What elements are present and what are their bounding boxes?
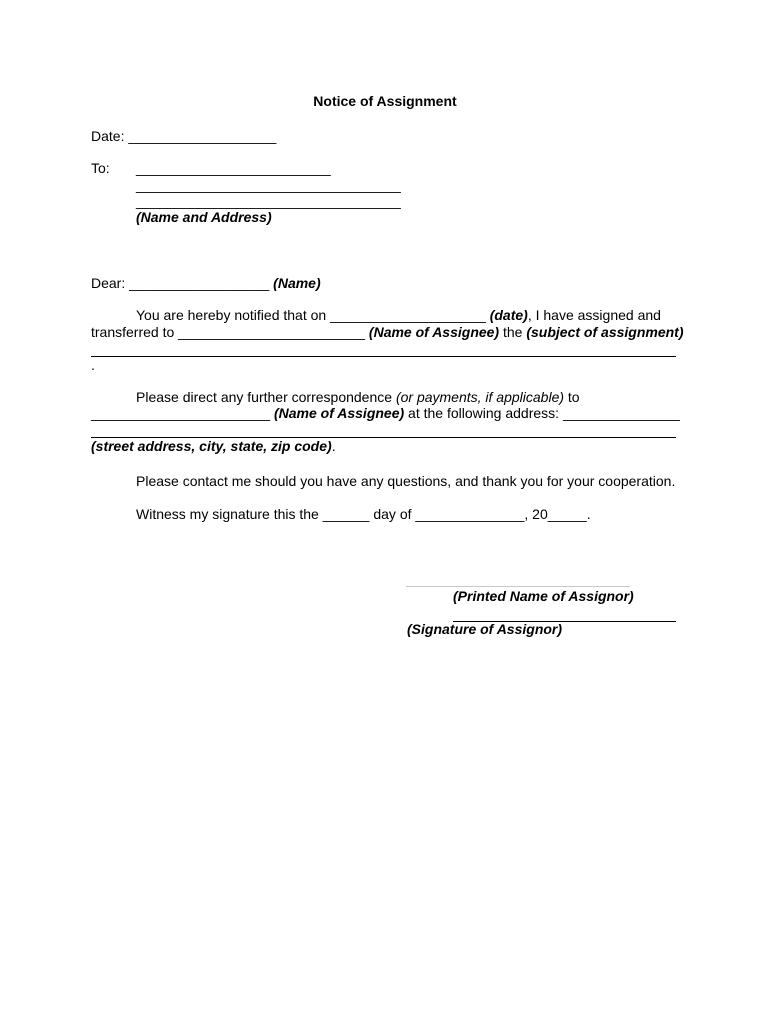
assignee-caption: (Name of Assignee) xyxy=(368,324,500,340)
year-blank: _____ xyxy=(547,506,587,522)
address-blank: _______________ xyxy=(562,405,680,421)
payments-caption: (or payments, if applicable) xyxy=(395,389,565,405)
para2-period: . xyxy=(331,438,336,454)
paragraph-1-line-2 xyxy=(91,324,684,341)
subject-caption: (subject of assignment) xyxy=(526,324,684,340)
witness-text-d: . xyxy=(586,506,591,522)
para1-text-c: transferred to xyxy=(91,324,179,340)
witness-text-b: day of xyxy=(369,506,416,522)
para2-text-b: to xyxy=(564,389,580,405)
printed-name-caption: (Printed Name of Assignor) xyxy=(453,588,634,604)
para2-text-a: Please direct any further correspondence xyxy=(136,389,396,405)
dear-label: Dear: xyxy=(91,275,126,291)
para1-text-a: You are hereby notified that on xyxy=(136,307,331,323)
date-of-assignment-blank: ____________________ xyxy=(330,307,486,323)
date-caption: (date) xyxy=(489,307,528,323)
paragraph-2-line-1 xyxy=(136,389,580,406)
para1-text-d: the xyxy=(499,324,527,340)
witness-text-a: Witness my signature this the xyxy=(136,506,323,522)
name-and-address-caption: (Name and Address) xyxy=(136,209,272,225)
page-title: Notice of Assignment xyxy=(313,93,457,109)
month-blank: ______________ xyxy=(415,506,525,522)
dear-name-caption: (Name) xyxy=(273,275,321,291)
date-blank: ___________________ xyxy=(128,128,277,144)
para2-text-c: at the following address: xyxy=(404,405,563,421)
to-blank-1: _________________________ xyxy=(136,160,331,176)
para1-text-b: , I have assigned and xyxy=(527,307,661,323)
assignee-caption-2: (Name of Assignee) xyxy=(273,405,405,421)
witness-line xyxy=(136,506,591,523)
to-label: To: xyxy=(91,160,110,176)
salutation-line xyxy=(91,275,321,292)
paragraph-2-line-4 xyxy=(91,438,336,455)
to-blank-3: __________________________________ xyxy=(136,193,401,209)
to-blank-2: __________________________________ xyxy=(136,177,401,193)
paragraph-1-period: . xyxy=(91,357,95,373)
street-address-caption: (street address, city, state, zip code) xyxy=(91,438,332,454)
day-blank: ______ xyxy=(322,506,370,522)
witness-text-c: , 20 xyxy=(524,506,548,522)
assignee-name-blank: ________________________ xyxy=(178,324,366,340)
paragraph-1-line-1 xyxy=(136,307,661,324)
date-line xyxy=(91,128,276,145)
subject-rule xyxy=(91,356,676,357)
assignee-name-blank-2: _______________________ xyxy=(91,405,271,421)
printed-name-rule xyxy=(406,586,630,587)
signature-caption: (Signature of Assignor) xyxy=(407,621,563,637)
dear-blank: __________________ xyxy=(129,275,270,291)
paragraph-3: Please contact me should you have any questions, and thank you for your cooperation. xyxy=(136,473,676,489)
paragraph-2-line-2 xyxy=(91,405,680,422)
date-label: Date: xyxy=(91,128,125,144)
